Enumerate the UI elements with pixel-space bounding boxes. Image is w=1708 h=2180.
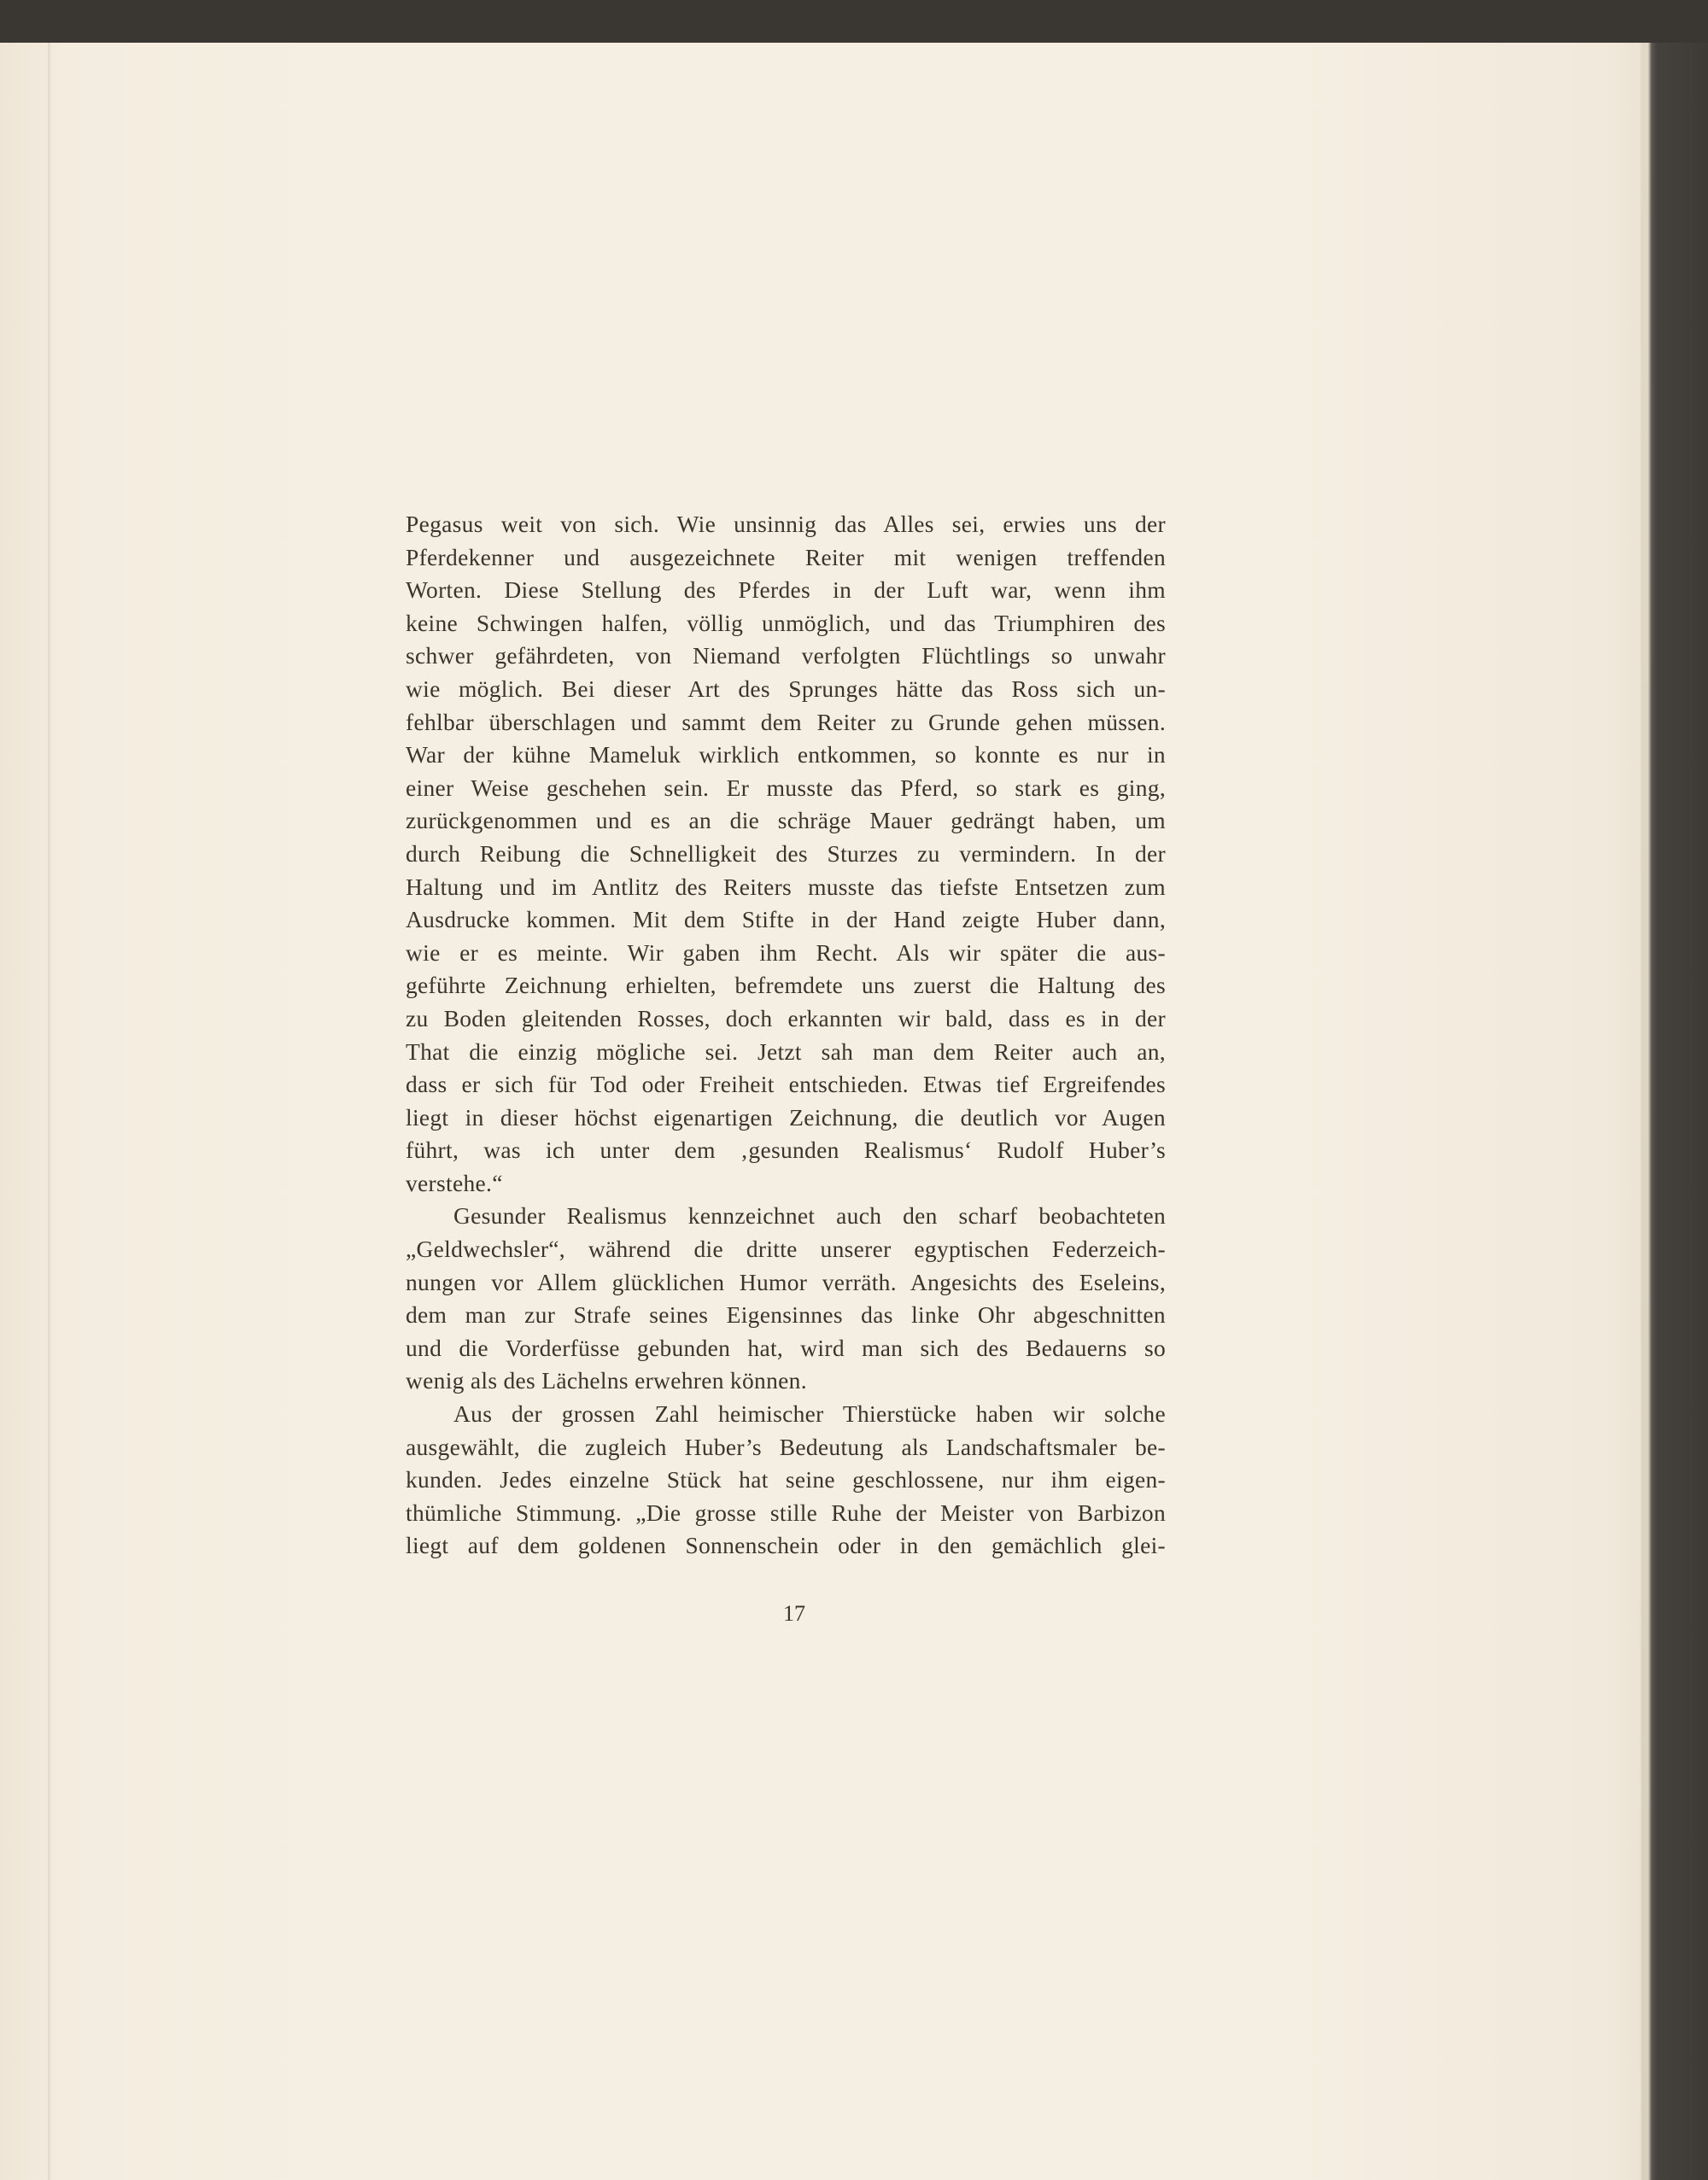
text-line: ausgewählt, die zugleich Huber’s Bedeutung als Landschaftsmaler be- — [406, 1433, 1166, 1460]
body-text — [406, 508, 1166, 1563]
text-line: Worten. Diese Stellung des Pferdes in der Luft war, wenn ihm — [406, 576, 1166, 604]
page-number-label: 17 — [783, 1601, 805, 1626]
text-line: führt, was ich unter dem ‚gesunden Realismus‘ Rudolf Huber’s — [406, 1137, 1166, 1164]
text-line: „Geldwechsler“, während die dritte unserer egyptischen Federzeich- — [406, 1236, 1166, 1263]
text-line: kunden. Jedes einzelne Stück hat seine geschlossene, nur ihm eigen- — [406, 1466, 1166, 1493]
scan-background-right — [1640, 43, 1708, 2180]
text-line: Ausdrucke kommen. Mit dem Stifte in der Hand zeigte Huber dann, — [406, 906, 1166, 933]
text-line: verstehe.“ — [406, 1169, 503, 1196]
text-line: Pferdekenner und ausgezeichnete Reiter mit wenigen treffenden — [406, 543, 1166, 570]
text-line: War der kühne Mameluk wirklich entkommen, so konnte es nur in — [406, 741, 1166, 769]
text-line: Aus der grossen Zahl heimischer Thierstücke haben wir solche — [453, 1400, 1166, 1428]
text-line: wenig als des Lächelns erwehren können. — [406, 1367, 807, 1394]
text-line: Gesunder Realismus kennzeichnet auch den scharf beobachteten — [453, 1202, 1166, 1230]
page-number — [0, 1601, 1588, 1627]
text-line: keine Schwingen halfen, völlig unmöglich, und das Triumphiren des — [406, 609, 1166, 636]
scan-background-top — [0, 0, 1708, 43]
text-line: durch Reibung die Schnelligkeit des Sturzes zu vermindern. In der — [406, 839, 1166, 867]
text-line: fehlbar überschlagen und sammt dem Reiter zu Grunde gehen müssen. — [406, 708, 1166, 735]
page-gutter — [48, 43, 51, 2180]
text-line: liegt in dieser höchst eigenartigen Zeichnung, die deutlich vor Augen — [406, 1103, 1166, 1131]
text-line: schwer gefährdeten, von Niemand verfolgten Flüchtlings so unwahr — [406, 642, 1166, 669]
paragraph-2 — [406, 1200, 1166, 1398]
text-line: wie möglich. Bei dieser Art des Sprunges hätte das Ross sich un- — [406, 675, 1166, 702]
text-line: That die einzig mögliche sei. Jetzt sah man dem Reiter auch an, — [406, 1037, 1166, 1065]
text-line: zu Boden gleitenden Rosses, doch erkannten wir bald, dass es in der — [406, 1004, 1166, 1032]
text-line: einer Weise geschehen sein. Er musste das Pferd, so stark es ging, — [406, 774, 1166, 801]
paragraph-3 — [406, 1398, 1166, 1563]
paragraph-1 — [406, 508, 1166, 1200]
text-line: Haltung und im Antlitz des Reiters musste das tiefste Entsetzen zum — [406, 873, 1166, 900]
text-line: Pegasus weit von sich. Wie unsinnig das Alles sei, erwies uns der — [406, 511, 1166, 537]
text-line: dass er sich für Tod oder Freiheit entschieden. Etwas tief Ergreifendes — [406, 1071, 1166, 1098]
text-line: wie er es meinte. Wir gaben ihm Recht. Als wir später die aus- — [406, 938, 1166, 966]
text-line: geführte Zeichnung erhielten, befremdete uns zuerst die Haltung des — [406, 972, 1166, 999]
text-line: dem man zur Strafe seines Eigensinnes das linke Ohr abgeschnitten — [406, 1301, 1166, 1329]
page-edge — [1641, 43, 1648, 2180]
text-line: liegt auf dem goldenen Sonnenschein oder in den gemächlich glei- — [406, 1532, 1166, 1559]
text-line: zurückgenommen und es an die schräge Mauer gedrängt haben, um — [406, 807, 1166, 834]
text-line: nungen vor Allem glücklichen Humor verräth. Angesichts des Eseleins, — [406, 1268, 1166, 1295]
text-line: thümliche Stimmung. „Die grosse stille Ruhe der Meister von Barbizon — [406, 1499, 1166, 1526]
text-line: und die Vorderfüsse gebunden hat, wird man sich des Bedauerns so — [406, 1334, 1166, 1361]
